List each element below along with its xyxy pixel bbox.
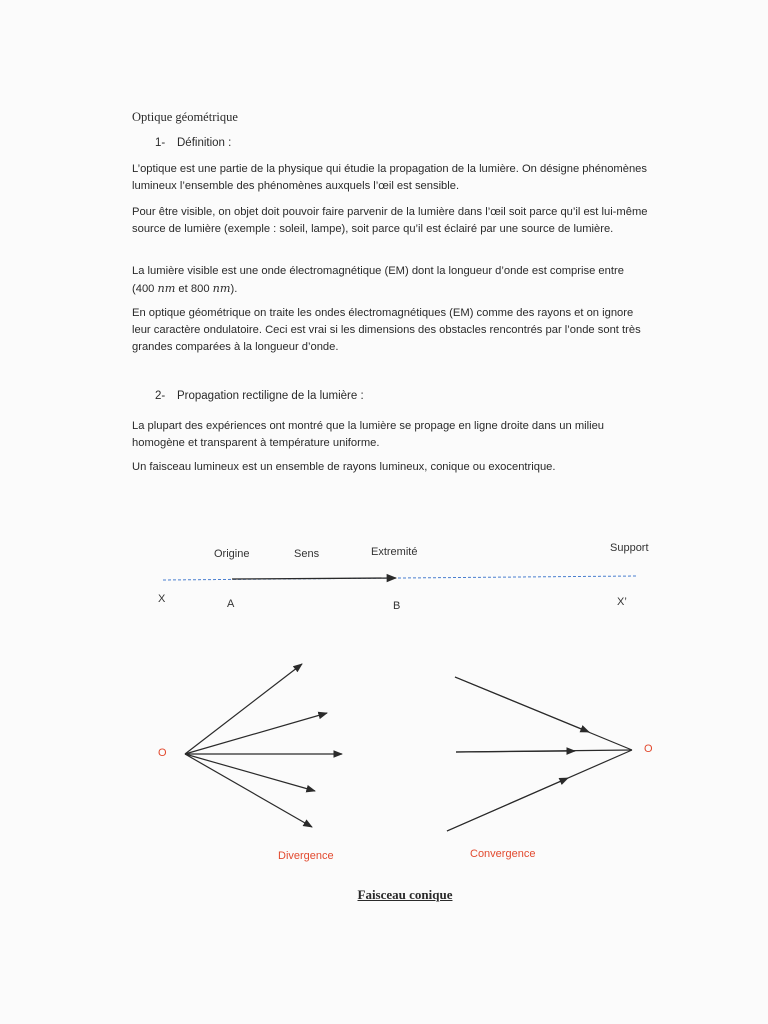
paragraph-3-mid: et 800 <box>175 283 213 295</box>
divergent-ray <box>185 664 302 754</box>
paragraph-3-text: La lumière visible est une onde électromagnétique (EM) dont la longueur d’onde est comprise entre <box>132 265 624 277</box>
ray-ab-arrow <box>232 578 396 579</box>
convergent-ray-arrow <box>456 751 575 752</box>
figure-caption: Faisceau conique <box>357 887 453 902</box>
paragraph-6: Un faisceau lumineux est un ensemble de rayons lumineux, conique ou exocentrique. <box>132 461 556 473</box>
paragraph-3-close: ). <box>230 283 238 295</box>
unit-nm-2: nm <box>212 282 231 295</box>
section-2-number: 2- <box>155 390 166 402</box>
convergent-ray-arrow <box>447 778 568 831</box>
convergent-ray-arrow <box>455 677 589 732</box>
divergent-ray <box>185 754 315 791</box>
label-support: Support <box>610 542 649 554</box>
divergent-ray <box>185 754 312 827</box>
divergent-ray <box>185 713 327 754</box>
label-extremite: Extremité <box>371 546 418 558</box>
label-divergence: Divergence <box>278 850 334 862</box>
label-a: A <box>227 598 235 610</box>
unit-nm-1: nm <box>157 282 176 295</box>
section-1-number: 1- <box>155 137 166 149</box>
section-1-title: Définition : <box>177 137 232 149</box>
paragraph-1: L’optique est une partie de la physique qui étudie la propagation de la lumière. On désigne phénomènes lumineux l’ensemble des phénomènes auxquels l’œil est sensible. <box>132 163 647 192</box>
label-x: X <box>158 593 166 605</box>
paragraph-4: En optique géométrique on traite les ondes électromagnétiques (EM) comme des rayons et on ignore leur caractère ondulatoire. Ceci est vrai si les dimensions des obstacles rencontrés par l’onde sont très grandes comparées à la longueur d’onde. <box>132 307 641 353</box>
label-sens: Sens <box>294 548 320 560</box>
section-2-title: Propagation rectiligne de la lumière : <box>177 390 364 402</box>
paragraph-5: La plupart des expériences ont montré que la lumière se propage en ligne droite dans un milieu homogène et transparent à température uniforme. <box>132 420 605 449</box>
divergence-fan <box>185 664 342 827</box>
point-o-right: O <box>644 743 653 755</box>
point-o-left: O <box>158 747 167 759</box>
label-origine: Origine <box>214 548 250 560</box>
label-convergence: Convergence <box>470 848 536 860</box>
label-x-prime: X’ <box>617 596 627 608</box>
label-b: B <box>393 600 401 612</box>
convergence-fan <box>447 677 632 831</box>
paragraph-3-open: (400 <box>132 283 158 295</box>
paragraph-2: Pour être visible, on objet doit pouvoir faire parvenir de la lumière dans l’œil soit parce qu’il est lui-même source de lumière (exemple : soleil, lampe), soit parce qu’il est éclairé par une source de lumière. <box>132 206 648 235</box>
page-title: Optique géométrique <box>132 110 238 124</box>
